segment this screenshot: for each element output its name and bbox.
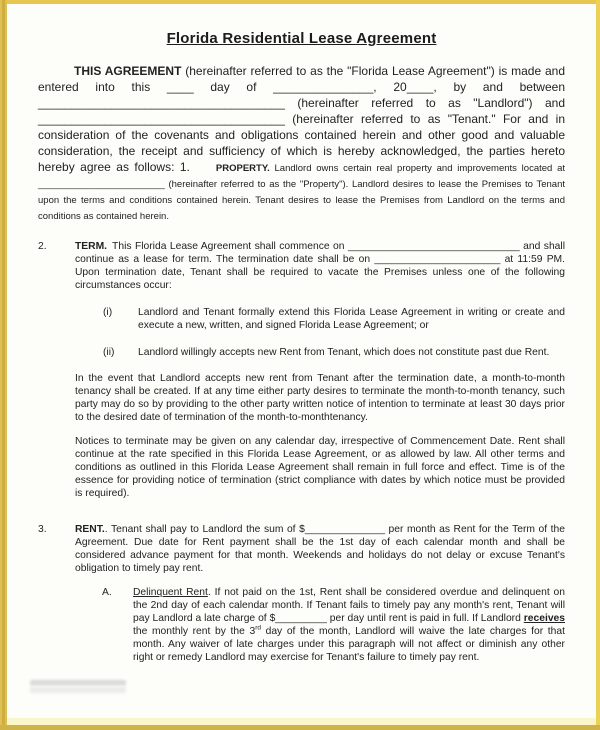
receives-emphasis: receives: [523, 613, 565, 624]
rent-subsection-a-marker: A.: [102, 587, 112, 598]
rent-paragraph: [75, 523, 565, 575]
term-month-to-month-paragraph: In the event that Landlord accepts new rent from Tenant after the termination date, a month-to-month tenancy shall be created. If at any time either party desires to terminate the month-to-month tenancy, such party may do so by providing to the other party written notice of intention to terminate at least 30 days prior to the desired date of termination of the month-to-monthtenancy.: [75, 373, 565, 423]
watermark: [30, 680, 126, 693]
term-item-ii-text: Landlord willingly accepts new Rent from Tenant, which does not constitute past due Rent.: [138, 347, 550, 358]
intro-paragraph: [38, 63, 565, 223]
delinquent-rent-heading: Delinquent Rent: [133, 587, 208, 598]
term-text: This Florida Lease Agreement shall commence on ______________________________ and shall continue as a lease for term. The termination date shall be on ______________________ at 11:59 PM. Upon termination date, Tenant shall be required to vacate the Premises unless one of the following circumstances occur:: [75, 241, 565, 291]
rent-subsection-a: [102, 586, 565, 664]
delinquent-rent-text-1: . If not paid on the 1st, Rent shall be considered overdue and delinquent on the 2nd day of each calendar month. If Tenant fails to timely pay any month's rent, Tenant will pay Landlord a late charge of $_________ per day until rent is paid in full. If Landlord: [133, 587, 566, 624]
page-border-right: [596, 0, 600, 730]
page-border-top: [0, 0, 600, 4]
ordinal-superscript: rd: [255, 624, 261, 632]
intro-body: (hereinafter referred to as the "Florida Lease Agreement") is made and entered into this ____ day of _______________, 20____, by and between _____________________________________ (hereinafter referred to as "Landlord") and _____________________________________ (hereinafter referred to as "Tenant." For and in consideration of the covenants and obligations contained herein and other good and valuable consideration, the receipt and sufficiency of which is hereby acknowledged, the parties hereto hereby agree as follows: 1.: [38, 64, 565, 174]
term-heading: TERM.: [75, 241, 108, 252]
property-body: Landlord owns certain real property and improvements located at ________________________ (hereinafter referred to as the "Property"). Landlord desires to lease the Premises to Tenant upon the terms and conditions contained herein. Tenant desires to lease the Premises from Landlord on the terms and conditions as contained herein.: [38, 163, 565, 222]
page-border-bottom: [0, 725, 600, 730]
property-heading: PROPERTY.: [215, 163, 270, 174]
rent-subsection-a-text: [133, 586, 565, 664]
term-item-i-marker: (i): [103, 307, 113, 318]
delinquent-rent-text-2: the monthly rent by the 3: [133, 626, 256, 637]
term-notices-paragraph: Notices to terminate may be given on any calendar day, irrespective of Commencement Date. Rent shall continue at the rate specified in this Florida Lease Agreement, or as allowed by law. All other terms and conditions as outlined in this Florida Lease Agreement shall remain in full force and effect. Time is of the essence for providing notice of termination (strict compliance with dates by which notice must be provided is required).: [75, 436, 565, 499]
delinquent-rent-text-3: day of the month, Landlord will waive the late charges for that month. Any waiver of late charges under this paragraph will not affect or diminish any other right or remedy Landlord may exercise for Tenant's failure to timely pay rent.: [133, 626, 565, 663]
document-content: [38, 30, 565, 664]
section-term: [38, 240, 565, 500]
section-term-body: [75, 240, 565, 500]
section-rent-body: [75, 523, 565, 664]
section-rent: [38, 523, 565, 664]
document-title: Florida Residential Lease Agreement: [166, 30, 437, 47]
term-item-ii: [103, 346, 565, 359]
intro-lead: THIS AGREEMENT: [74, 64, 182, 78]
rent-text: . Tenant shall pay to Landlord the sum of $______________ per month as Rent for the Term of the Agreement. Due date for Rent payment shall be the 1st day of each calendar month and shall be considered advance payment for that month. Weekends and holidays do not delay or excuse Tenant's obligation to timely pay rent.: [75, 524, 565, 574]
term-item-ii-marker: (ii): [103, 347, 115, 358]
rent-heading: RENT.: [75, 524, 105, 535]
page-border-left: [0, 0, 7, 730]
page-border-bottom-inner: [7, 718, 596, 725]
term-paragraph: [75, 240, 565, 292]
section-term-number: 2.: [38, 241, 47, 252]
term-item-i-text: Landlord and Tenant formally extend this Florida Lease Agreement in writing or create and execute a new, written, and signed Florida Lease Agreement; or: [138, 307, 565, 331]
term-item-i: [103, 306, 565, 332]
section-rent-number: 3.: [38, 524, 47, 535]
